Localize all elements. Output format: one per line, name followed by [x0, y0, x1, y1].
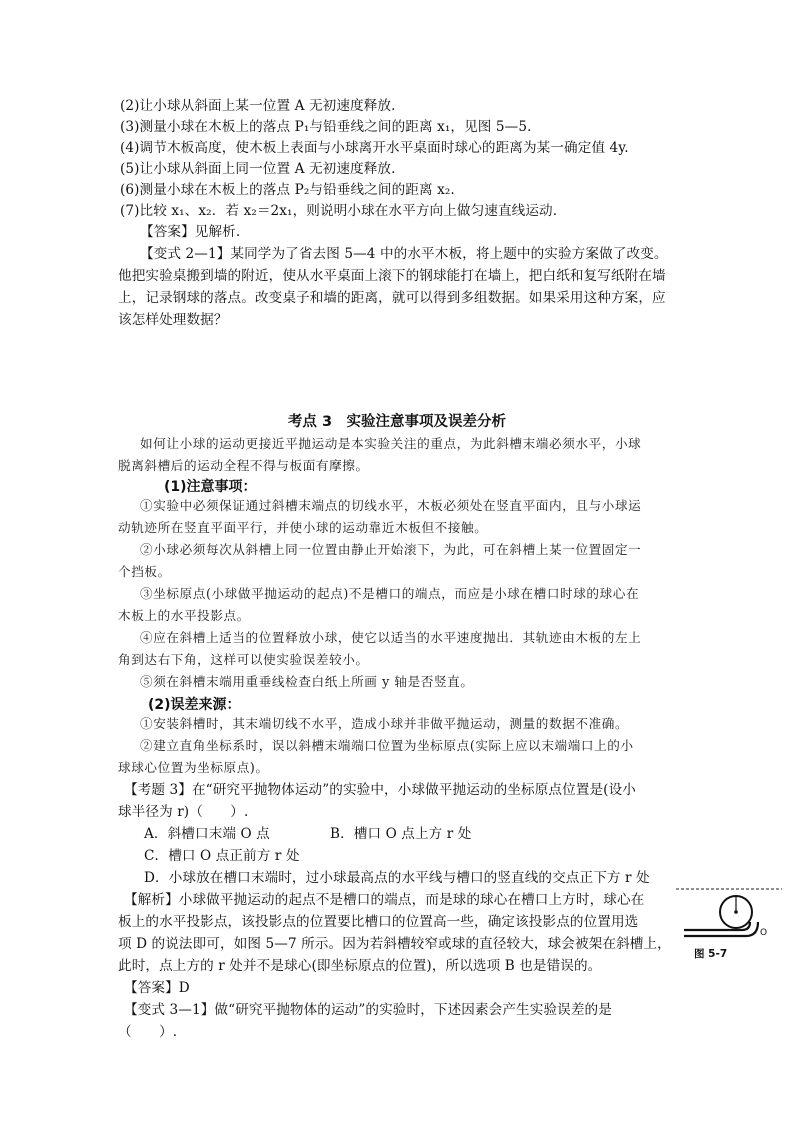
analysis-line-2: 板上的水平投影点，该投影点的位置要比槽口的位置高一些，确定该投影点的位置用选	[118, 914, 639, 930]
step-7: (7)比较 x₁、x₂．若 x₂＝2x₁，则说明小球在水平方向上做匀速直线运动.	[120, 203, 558, 219]
note-line-9: ⑤须在斜槽末端用重垂线检查白纸上所画 y 轴是否竖直。	[140, 674, 474, 689]
option-d: D．小球放在槽口末端时，过小球最高点的水平线与槽口的竖直线的交点正下方 r 处	[144, 870, 650, 886]
errors-heading: (2)误差来源：	[148, 697, 241, 713]
figure-ball-center	[734, 910, 738, 914]
figure-5-7-diagram	[676, 880, 786, 960]
option-a: A．斜槽口末端 O 点	[144, 826, 270, 842]
figure-groove-top	[684, 922, 750, 930]
note-line-8: 角到达右下角，这样可以使实验误差较小。	[118, 652, 369, 667]
note-line-4: 个挡板。	[118, 564, 171, 579]
variant-2-1-line-3: 上，记录钢球的落点。改变桌子和墙的距离，就可以得到多组数据。如果采用这种方案，应	[118, 290, 666, 306]
figure-caption: 图 5-7	[694, 948, 728, 960]
intro-line-1: 如何让小球的运动更接近平抛运动是本实验关注的重点，为此斜槽末端必须水平，小球	[140, 436, 642, 451]
variant-3-1-line-1: 【变式 3—1】做“研究平抛物体的运动”的实验时，下述因素会产生实验误差的是	[124, 1002, 612, 1018]
step-3: (3)测量小球在木板上的落点 P₁与铅垂线之间的距离 x₁，见图 5—5.	[120, 119, 532, 135]
intro-line-2: 脱离斜槽后的运动全程不得与板面有摩擦。	[118, 458, 369, 473]
variant-2-1-line-4: 该怎样处理数据？	[118, 312, 228, 328]
exam-3-line-2: 球半径为 r)（ ）.	[118, 804, 249, 820]
analysis-line-1: 【解析】小球做平抛运动的起点不是槽口的端点，而是球的球心在槽口上方时，球心在	[124, 892, 645, 908]
variant-2-1-line-1: 【变式 2—1】某同学为了省去图 5—4 中的水平木板，将上题中的实验方案做了改变。	[140, 246, 668, 262]
analysis-line-3: 项 D 的说法即可，如图 5—7 所示。因为若斜槽较窄或球的直径较大，球会被架在斜槽上，	[118, 936, 671, 952]
error-line-1: ①安装斜槽时，其末端切线不水平，造成小球并非做平抛运动，测量的数据不准确。	[140, 716, 629, 731]
step-4: (4)调节木板高度，使木板上表面与小球离开水平桌面时球心的距离为某一确定值 4y.	[120, 140, 629, 156]
exam-3-line-1: 【考题 3】在“研究平抛物体运动”的实验中，小球做平抛运动的坐标原点位置是(设小	[124, 782, 636, 798]
option-b: B．槽口 O 点上方 r 处	[330, 826, 472, 842]
note-line-5: ③坐标原点(小球做平抛运动的起点)不是槽口的端点，而应是小球在槽口时球的球心在	[140, 586, 640, 601]
answer-2: 【答案】见解析.	[140, 224, 241, 240]
step-5: (5)让小球从斜面上同一位置 A 无初速度释放.	[120, 161, 396, 177]
variant-2-1-line-2: 他把实验桌搬到墙的附近，使从水平桌面上滚下的钢球能打在墙上，把白纸和复写纸附在墙	[118, 268, 666, 284]
error-line-2: ②建立直角坐标系时，误以斜槽末端端口位置为坐标原点(实际上应以末端端口上的小	[140, 738, 634, 753]
notes-heading: (1)注意事项：	[164, 479, 257, 495]
note-line-2: 动轨迹所在竖直平面平行，并使小球的运动靠近木板但不接触。	[118, 520, 488, 535]
error-line-3: 球球心位置为坐标原点)。	[118, 760, 269, 775]
variant-3-1-line-2: （ ）.	[118, 1024, 178, 1040]
answer-3: 【答案】D	[124, 980, 190, 996]
note-line-6: 木板上的水平投影点。	[118, 608, 250, 623]
note-line-7: ④应在斜槽上适当的位置释放小球，使它以适当的水平速度抛出．其轨迹由木板的左上	[140, 630, 642, 645]
figure-point-o-label: O	[760, 928, 768, 938]
section-3-title: 考点 3 实验注意事项及误差分析	[287, 414, 507, 430]
analysis-line-4: 此时，点上方的 r 处并不是球心(即坐标原点的位置)，所以选项 B 也是错误的。	[118, 958, 602, 974]
step-6: (6)测量小球在木板上的落点 P₂与铅垂线之间的距离 x₂.	[120, 182, 455, 198]
note-line-1: ①实验中必须保证通过斜槽末端点的切线水平，木板必须处在竖直平面内，且与小球运	[140, 498, 642, 513]
step-2: (2)让小球从斜面上某一位置 A 无初速度释放.	[120, 98, 396, 114]
option-c: C．槽口 O 点正前方 r 处	[144, 848, 300, 864]
note-line-3: ②小球必须每次从斜槽上同一位置由静止开始滚下，为此，可在斜槽上某一位置固定一	[140, 542, 642, 557]
